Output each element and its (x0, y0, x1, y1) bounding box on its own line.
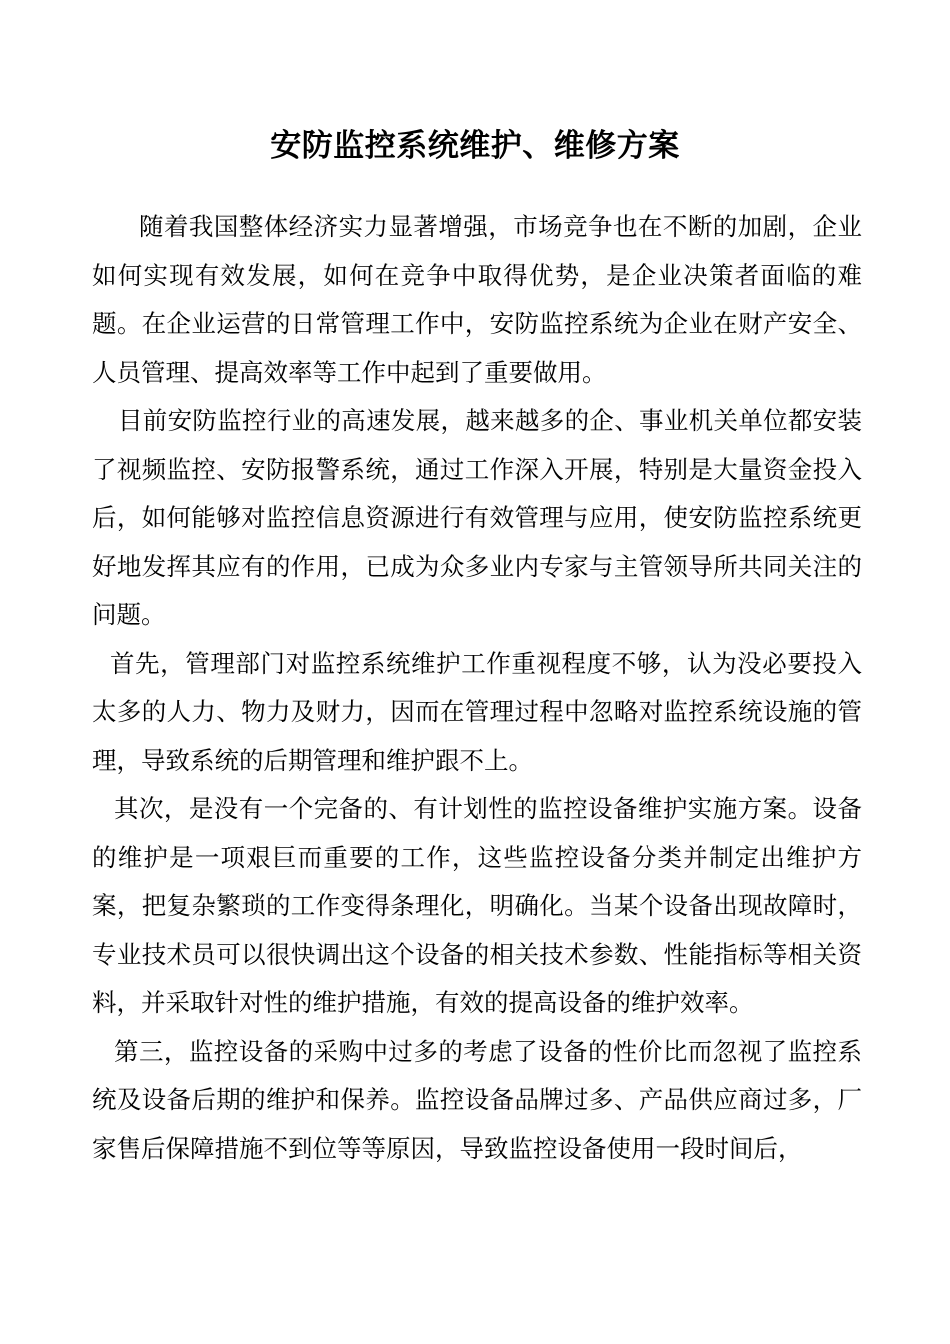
document-body (92, 203, 862, 1173)
paragraph-second-issue: 其次，是没有一个完备的、有计划性的监控设备维护实施方案。设备的维护是一项艰巨而重要的工作，这些监控设备分类并制定出维护方案，把复杂繁琐的工作变得条理化，明确化。当某个设备出现故障时，专业技术员可以很快调出这个设备的相关技术参数、性能指标等相关资料，并采取针对性的维护措施，有效的提高设备的维护效率。 (92, 794, 862, 1017)
document-title: 安防监控系统维护、维修方案 (270, 127, 680, 164)
paragraph-third-issue: 第三，监控设备的采购中过多的考虑了设备的性价比而忽视了监控系统及设备后期的维护和保养。监控设备品牌过多、产品供应商过多，厂家售后保障措施不到位等等原因，导致监控设备使用一段时间后， (92, 1036, 862, 1163)
paragraph-intro: 随着我国整体经济实力显著增强，市场竞争也在不断的加剧，企业如何实现有效发展，如何在竞争中取得优势，是企业决策者面临的难题。在企业运营的日常管理工作中，安防监控系统为企业在财产安全、人员管理、提高效率等工作中起到了重要做用。 (92, 212, 862, 387)
paragraph-industry-development: 目前安防监控行业的高速发展，越来越多的企、事业机关单位都安装了视频监控、安防报警系统，通过工作深入开展，特别是大量资金投入后，如何能够对监控信息资源进行有效管理与应用，使安防监控系统更好地发挥其应有的作用，已成为众多业内专家与主管领导所共同关注的问题。 (92, 406, 862, 629)
paragraph-first-issue: 首先，管理部门对监控系统维护工作重视程度不够，认为没必要投入太多的人力、物力及财力，因而在管理过程中忽略对监控系统设施的管理，导致系统的后期管理和维护跟不上。 (92, 648, 862, 775)
